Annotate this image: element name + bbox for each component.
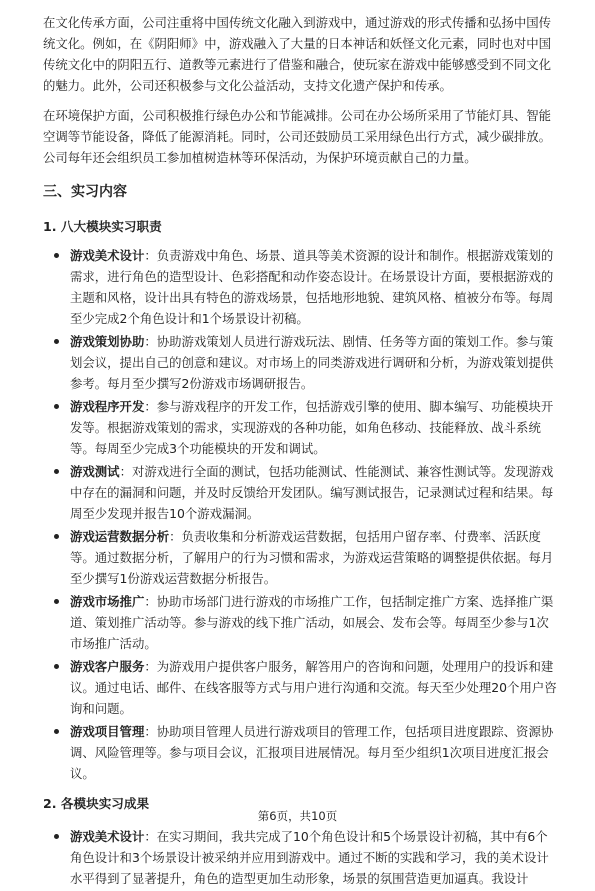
bullet-icon <box>54 253 59 258</box>
page-number-footer: 第6页，共10页 <box>257 809 338 823</box>
list-item <box>70 526 557 589</box>
paragraph-culture: 在文化传承方面，公司注重将中国传统文化融入到游戏中，通过游戏的形式传播和弘扬中国传统文化。例如，在《阴阳师》中，游戏融入了大量的日本神话和妖怪文化元素，同时也对中国传统文化中的阴阳五行、道教等元素进行了借鉴和融合，使玩家在游戏中能够感受到不同文化的魅力。此外，公司还积极参与文化公益活动，支持文化遗产保护和传承。 <box>43 15 552 93</box>
list-item <box>70 721 557 784</box>
list-item <box>70 396 557 459</box>
list-item <box>70 656 557 719</box>
bullet-icon <box>54 664 59 669</box>
item-term: 游戏市场推广 <box>70 594 145 609</box>
item-term: 游戏客户服务 <box>70 659 145 674</box>
bullet-icon <box>54 599 59 604</box>
list-item <box>70 461 557 524</box>
bullet-icon <box>54 834 59 839</box>
item-term: 游戏策划协助 <box>70 334 145 349</box>
list-item <box>70 331 557 394</box>
duties-list <box>43 245 557 784</box>
subsection-title-results: 2. 各模块实习成果 <box>43 796 150 811</box>
subsection-title-duties: 1. 八大模块实习职责 <box>43 219 162 234</box>
item-text: ：协助游戏策划人员进行游戏玩法、剧情、任务等方面的策划工作。参与策划会议，提出自己的创意和建议。对市场上的同类游戏进行调研和分析，为游戏策划提供参考。每月至少撰写2份游戏市场调研报告。 <box>70 334 554 391</box>
item-term: 游戏项目管理 <box>70 724 145 739</box>
item-term: 游戏程序开发 <box>70 399 145 414</box>
section-title: 三、实习内容 <box>43 184 127 200</box>
bullet-icon <box>54 729 59 734</box>
list-item <box>70 591 557 654</box>
bullet-icon <box>54 534 59 539</box>
item-text: ：为游戏用户提供客户服务，解答用户的咨询和问题，处理用户的投诉和建议。通过电话、邮件、在线客服等方式与用户进行沟通和交流。每天至少处理20个用户咨询和问题。 <box>70 659 557 716</box>
item-text: ：协助市场部门进行游戏的市场推广工作，包括制定推广方案、选择推广渠道、策划推广活动等。参与游戏的线下推广活动，如展会、发布会等。每周至少参与1次市场推广活动。 <box>70 594 554 651</box>
list-item <box>70 826 557 889</box>
item-text: ：在实习期间，我共完成了10个角色设计和5个场景设计初稿，其中有6个角色设计和3个场景设计被采纳并应用到游戏中。通过不断的实践和学习，我的美术设计水平得到了显著提升，角色的造型更加生动形象，场景的氛围营造更加逼真。我设计 <box>70 829 549 886</box>
results-list <box>43 826 557 889</box>
item-term: 游戏运营数据分析 <box>70 529 170 544</box>
item-text: ：负责收集和分析游戏运营数据，包括用户留存率、付费率、活跃度等。通过数据分析，了解用户的行为习惯和需求，为游戏运营策略的调整提供依据。每月至少撰写1份游戏运营数据分析报告。 <box>70 529 554 586</box>
bullet-icon <box>54 404 59 409</box>
page-content <box>43 12 557 891</box>
item-term: 游戏美术设计 <box>70 248 145 263</box>
item-text: ：对游戏进行全面的测试，包括功能测试、性能测试、兼容性测试等。发现游戏中存在的漏洞和问题，并及时反馈给开发团队。编写测试报告，记录测试过程和结果。每周至少发现并报告10个游戏漏洞。 <box>70 464 554 521</box>
bullet-icon <box>54 469 59 474</box>
item-text: ：负责游戏中角色、场景、道具等美术资源的设计和制作。根据游戏策划的需求，进行角色的造型设计、色彩搭配和动作姿态设计。在场景设计方面，要根据游戏的主题和风格，设计出具有特色的游戏场景，包括地形地貌、建筑风格、植被分布等。每周至少完成2个角色设计和1个场景设计初稿。 <box>70 248 554 326</box>
paragraph-environment: 在环境保护方面，公司积极推行绿色办公和节能减排。公司在办公场所采用了节能灯具、智能空调等节能设备，降低了能源消耗。同时，公司还鼓励员工采用绿色出行方式，减少碳排放。公司每年还会组织员工参加植树造林等环保活动，为保护环境贡献自己的力量。 <box>43 108 552 165</box>
bullet-icon <box>54 339 59 344</box>
item-term: 游戏测试 <box>70 464 120 479</box>
item-term: 游戏美术设计 <box>70 829 145 844</box>
item-text: ：参与游戏程序的开发工作，包括游戏引擎的使用、脚本编写、功能模块开发等。根据游戏策划的需求，实现游戏的各种功能，如角色移动、技能释放、战斗系统等。每周至少完成3个功能模块的开发和调试。 <box>70 399 554 456</box>
item-text: ：协助项目管理人员进行游戏项目的管理工作，包括项目进度跟踪、资源协调、风险管理等。参与项目会议，汇报项目进展情况。每月至少组织1次项目进度汇报会议。 <box>70 724 554 781</box>
list-item <box>70 245 557 329</box>
